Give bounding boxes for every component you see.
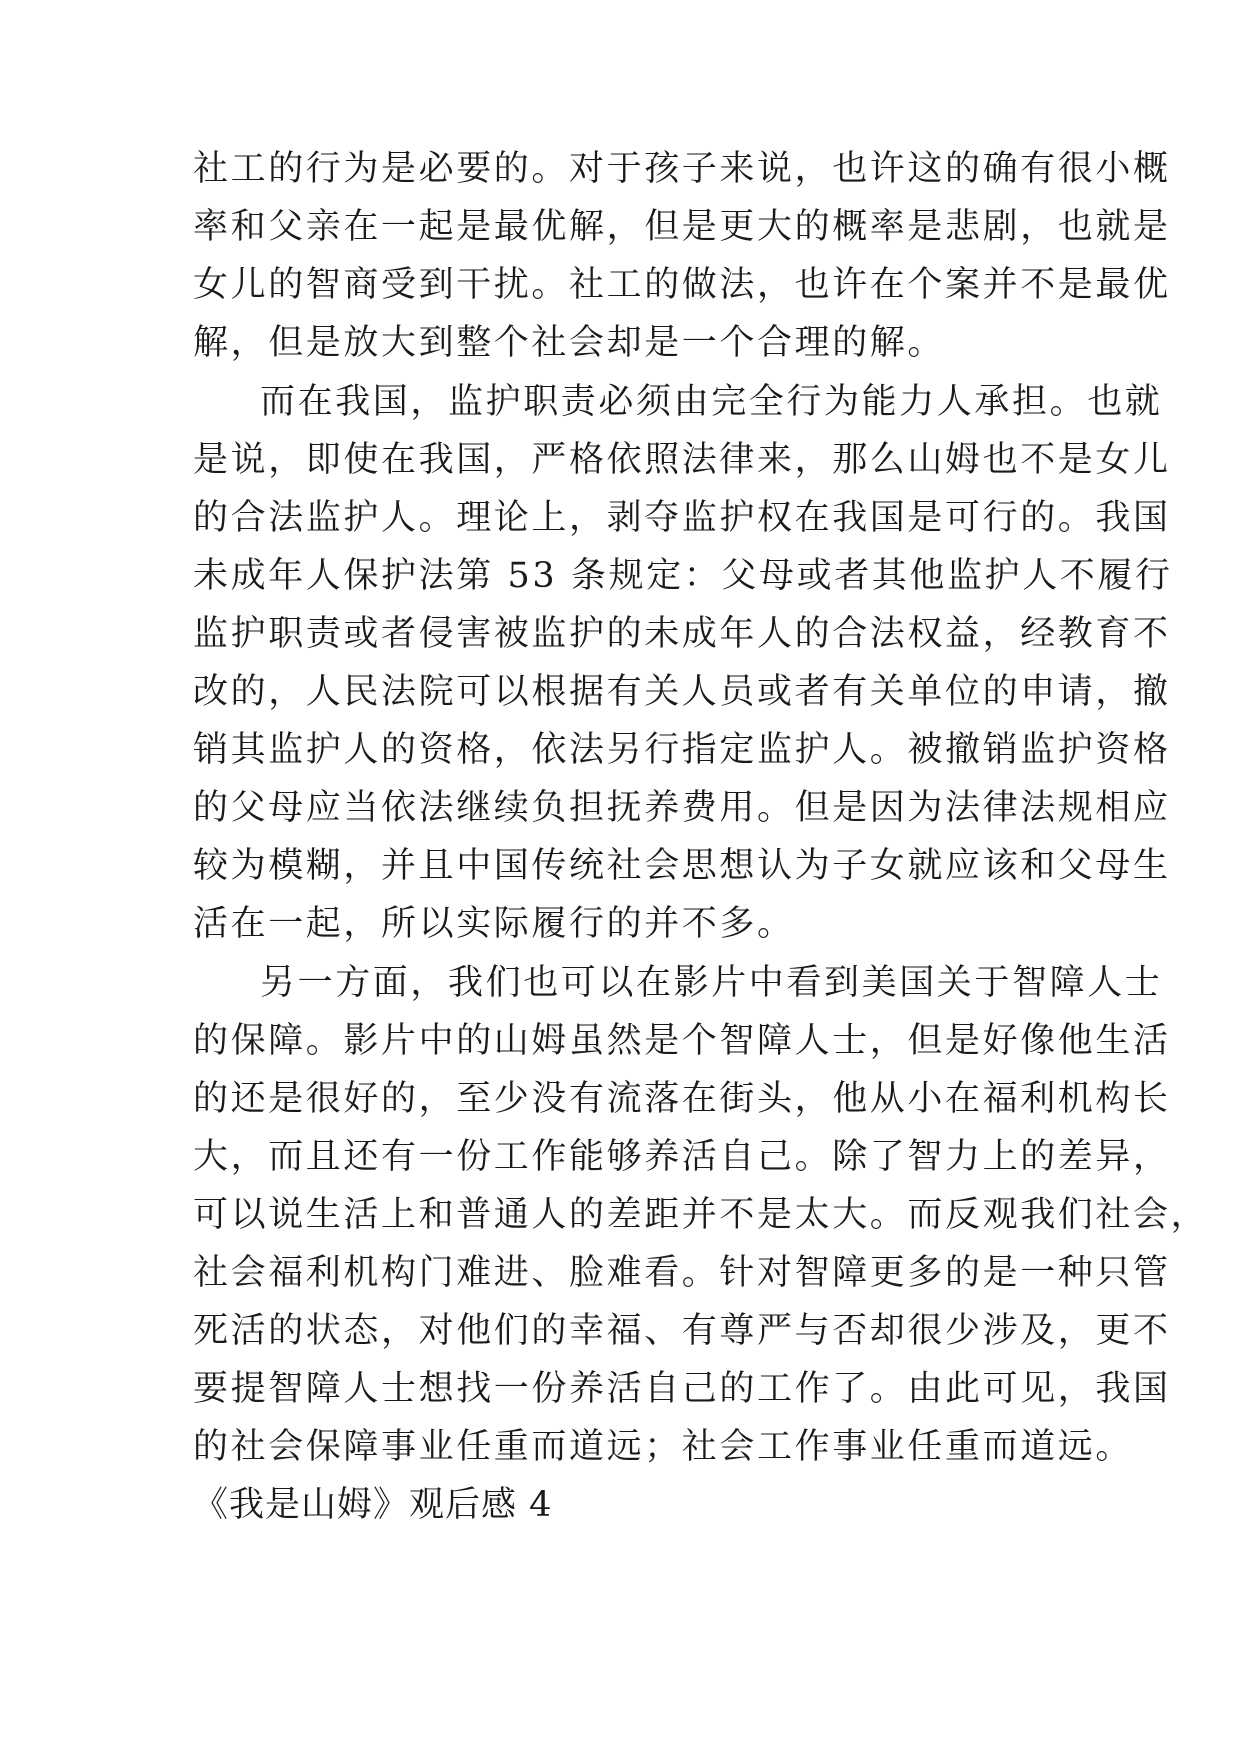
paragraph-line: 改的，人民法院可以根据有关人员或者有关单位的申请，撤 (193, 672, 1171, 712)
paragraph-line: 要提智障人士想找一份养活自己的工作了。由此可见，我国 (193, 1369, 1171, 1409)
paragraph-line: 活在一起，所以实际履行的并不多。 (193, 904, 795, 944)
paragraph-line: 是说，即使在我国，严格依照法律来，那么山姆也不是女儿 (193, 440, 1171, 480)
paragraph-line: 可以说生活上和普通人的差距并不是太大。而反观我们社会， (193, 1195, 1209, 1235)
paragraph-line: 女儿的智商受到干扰。社工的做法，也许在个案并不是最优 (193, 265, 1171, 305)
paragraph-line: 社工的行为是必要的。对于孩子来说，也许这的确有很小概 (193, 149, 1171, 189)
paragraph-line: 的合法监护人。理论上，剥夺监护权在我国是可行的。我国 (193, 498, 1171, 538)
paragraph-line: 解，但是放大到整个社会却是一个合理的解。 (193, 323, 946, 363)
paragraph-line: 未成年人保护法第 53 条规定：父母或者其他监护人不履行 (193, 556, 1173, 596)
paragraph-line: 的父母应当依法继续负担抚养费用。但是因为法律法规相应 (193, 788, 1171, 828)
section-heading: 《我是山姆》观后感 4 (193, 1485, 553, 1525)
paragraph-line: 销其监护人的资格，依法另行指定监护人。被撤销监护资格 (193, 730, 1171, 770)
paragraph-line: 死活的状态，对他们的幸福、有尊严与否却很少涉及，更不 (193, 1311, 1171, 1351)
paragraph-line: 而在我国，监护职责必须由完全行为能力人承担。也就 (260, 382, 1163, 422)
paragraph-line: 较为模糊，并且中国传统社会思想认为子女就应该和父母生 (193, 846, 1171, 886)
paragraph-line: 的还是很好的，至少没有流落在街头，他从小在福利机构长 (193, 1079, 1171, 1119)
paragraph-line: 监护职责或者侵害被监护的未成年人的合法权益，经教育不 (193, 614, 1171, 654)
paragraph-line: 大，而且还有一份工作能够养活自己。除了智力上的差异， (193, 1137, 1171, 1177)
paragraph-line: 率和父亲在一起是最优解，但是更大的概率是悲剧，也就是 (193, 207, 1171, 247)
paragraph-line: 的保障。影片中的山姆虽然是个智障人士，但是好像他生活 (193, 1021, 1171, 1061)
paragraph-line: 的社会保障事业任重而道远；社会工作事业任重而道远。 (193, 1427, 1134, 1467)
paragraph-line: 另一方面，我们也可以在影片中看到美国关于智障人士 (260, 963, 1163, 1003)
paragraph-line: 社会福利机构门难进、脸难看。针对智障更多的是一种只管 (193, 1253, 1171, 1293)
